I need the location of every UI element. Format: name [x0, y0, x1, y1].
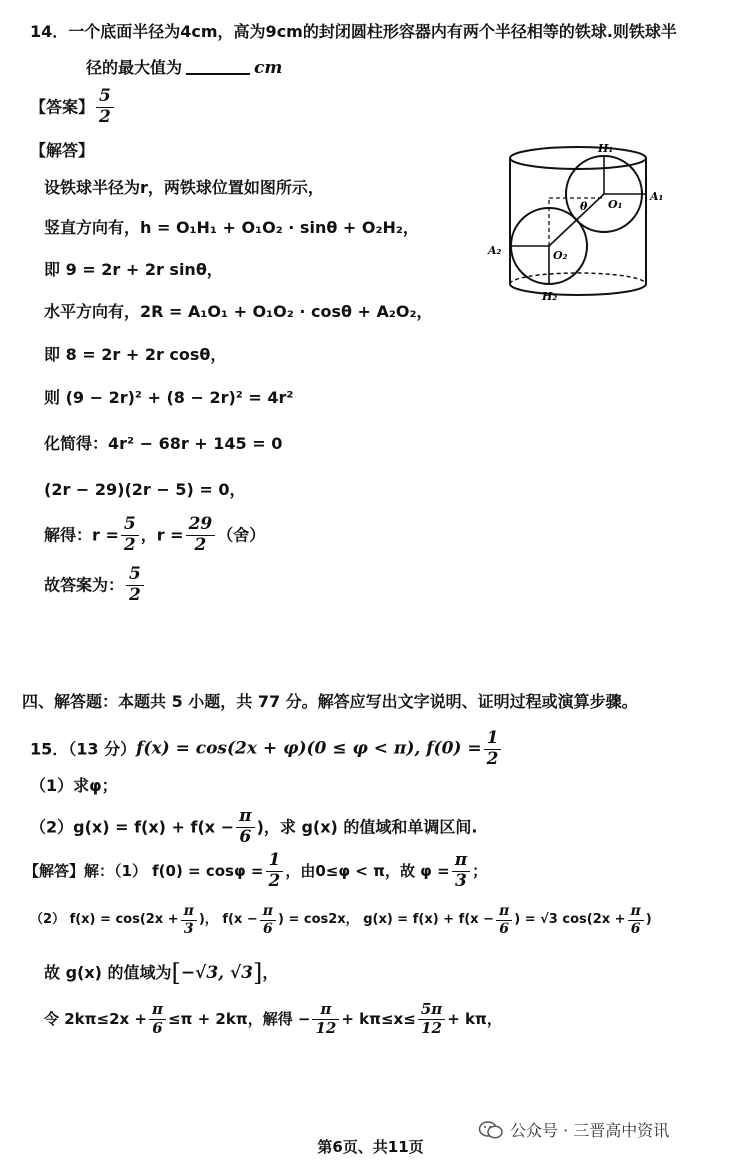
a1-text-c: ； — [472, 861, 488, 880]
answer-num: 5 — [96, 88, 114, 108]
q14-line1: 14．一个底面半径为4cm，高为9cm的封闭圆柱形容器内有两个半径相等的铁球.则铁球半 — [30, 22, 677, 41]
label-a2: A₂ — [488, 244, 502, 257]
solution-step-4: 水平方向有，2R = A₁O₁ + O₁O₂ · cosθ + A₂O₂， — [44, 302, 433, 321]
mono-frac-3-den: 12 — [421, 1018, 442, 1037]
mono-frac-3-num: 5π — [418, 1002, 445, 1020]
q15-head-frac-num: 1 — [484, 730, 502, 750]
mono-frac-2-den: 12 — [315, 1018, 337, 1037]
a1-frac-1-num: 1 — [266, 852, 284, 872]
solution-step-1: 设铁球半径为r，两铁球位置如图所示， — [44, 178, 324, 197]
mono-frac-1-num: π — [149, 1002, 166, 1020]
a2-text-e: ) = √3 cos(2x + — [514, 912, 626, 928]
s9-text-a: 解得：r = — [44, 525, 119, 545]
solution-step-3: 即 9 = 2r + 2r sinθ， — [44, 260, 223, 279]
a2-frac-4 — [628, 904, 644, 936]
q15-answer-2 — [30, 904, 652, 936]
a2-frac-2-num: π — [260, 904, 276, 921]
q15-head — [30, 730, 503, 769]
answer-den: 2 — [99, 106, 111, 127]
mono-frac-2 — [312, 1002, 339, 1037]
s9-frac-2 — [186, 516, 216, 555]
a2-frac-4-num: π — [628, 904, 644, 921]
solution-step-7: 化简得：4r² − 68r + 145 = 0 — [44, 434, 283, 453]
cylinder-bottom-front — [510, 284, 646, 295]
q15-head-frac — [484, 730, 502, 769]
p2-text-a: （2）g(x) = f(x) + f(x − — [30, 817, 235, 837]
q14-unit: cm — [254, 58, 283, 78]
answer-label: 【答案】 — [30, 97, 95, 117]
solution-step-2: 竖直方向有，h = O₁H₁ + O₁O₂ · sinθ + O₂H₂， — [44, 218, 419, 237]
q14-line2 — [86, 58, 282, 79]
range-right-bracket: ] — [253, 959, 263, 987]
mono-text-b: ≤π + 2kπ，解得 − — [167, 1009, 311, 1028]
label-o2: O₂ — [553, 249, 568, 262]
mono-text-c: + kπ≤x≤ — [341, 1009, 416, 1028]
q15-answer-1 — [24, 852, 487, 891]
s9-frac-2-den: 2 — [194, 534, 207, 555]
watermark-text: 公众号 · 三晋高中资讯 — [510, 1121, 670, 1140]
a1-frac-2-num: π — [452, 852, 470, 872]
p2-text-b: )，求 g(x) 的值域和单调区间. — [256, 817, 478, 837]
mono-frac-1 — [149, 1002, 166, 1037]
range-left-bracket: [ — [171, 959, 181, 987]
q14-line2-text: 径的最大值为 — [86, 58, 183, 77]
range-end: ， — [262, 963, 279, 982]
solution-step-8: (2r − 29)(2r − 5) = 0， — [44, 480, 246, 499]
a2-text-b: )， f(x − — [198, 912, 258, 928]
s9-frac-1 — [121, 516, 139, 555]
a2-frac-3-den: 6 — [499, 920, 509, 937]
label-theta: θ — [580, 200, 588, 213]
answer-row — [30, 88, 116, 127]
q15-head-frac-den: 2 — [486, 748, 499, 769]
q15-head-math: f(x) = cos(2x + φ)(0 ≤ φ < π), f(0) = — [136, 738, 482, 759]
s9-text-c: （舍） — [217, 525, 266, 545]
q15-monotonic — [44, 1002, 502, 1037]
a1-frac-1-den: 2 — [268, 870, 281, 891]
a2-frac-1 — [181, 904, 197, 936]
a2-frac-1-den: 3 — [183, 920, 194, 937]
s10-frac — [126, 566, 144, 605]
s10-text: 故答案为： — [44, 575, 125, 595]
s10-frac-num: 5 — [126, 566, 144, 586]
mono-frac-3 — [418, 1002, 445, 1037]
a1-frac-2 — [452, 852, 470, 891]
s9-frac-1-num: 5 — [121, 516, 139, 536]
solution-step-6: 则 (9 − 2r)² + (8 − 2r)² = 4r² — [44, 388, 294, 407]
a1-frac-2-den: 3 — [455, 870, 467, 891]
a2-text-f: ) — [645, 912, 652, 928]
s9-text-b: ，r = — [140, 525, 184, 545]
answer-blank — [186, 73, 250, 75]
s9-frac-2-num: 29 — [186, 516, 216, 536]
label-h2: H₂ — [542, 290, 558, 303]
a1-frac-1 — [266, 852, 284, 891]
q15-part-2 — [30, 808, 478, 847]
a2-frac-4-den: 6 — [630, 920, 641, 937]
s9-frac-1-den: 2 — [123, 534, 136, 555]
section-4-heading: 四、解答题：本题共 5 小题，共 77 分。解答应写出文字说明、证明过程或演算步骤。 — [22, 692, 638, 711]
q15-number: 15．（13 分） — [30, 739, 137, 759]
label-o1: O₁ — [608, 198, 623, 211]
solution-step-9 — [44, 516, 265, 555]
label-h1: H₁ — [598, 142, 614, 155]
range-text: 故 g(x) 的值域为 — [44, 963, 172, 982]
a2-text-c: ) = cos2x， g(x) = f(x) + f(x − — [277, 912, 494, 928]
mono-frac-2-num: π — [312, 1002, 339, 1020]
p2-frac-num: π — [236, 808, 254, 828]
solution-step-5: 即 8 = 2r + 2r cosθ， — [44, 345, 227, 364]
s10-frac-den: 2 — [129, 584, 141, 605]
mono-frac-1-den: 6 — [152, 1018, 163, 1037]
a1-text-a: 【解答】解：（1） f(0) = cosφ = — [24, 861, 264, 880]
a2-frac-3 — [496, 904, 512, 936]
cylinder-figure — [478, 138, 678, 308]
answer-fraction — [96, 88, 114, 127]
mono-text-e: + kπ， — [447, 1009, 502, 1028]
segment-o1-o2 — [549, 194, 604, 246]
range-value: −√3, √3 — [180, 963, 254, 983]
a2-frac-1-num: π — [181, 904, 197, 921]
a2-frac-2-den: 6 — [262, 920, 273, 937]
mono-text-a: 令 2kπ≤2x + — [44, 1009, 147, 1028]
a2-text-a: （2） f(x) = cos(2x + — [30, 912, 179, 928]
page-footer: 第6页、共11页 — [317, 1138, 424, 1156]
p2-frac — [236, 808, 254, 847]
solution-step-10 — [44, 566, 146, 605]
q15-part-1: （1）求φ； — [30, 776, 118, 795]
a2-frac-3-num: π — [496, 904, 512, 921]
a2-frac-2 — [260, 904, 276, 936]
solution-label: 【解答】 — [30, 141, 95, 160]
label-a1: A₁ — [650, 190, 664, 203]
p2-frac-den: 6 — [239, 826, 252, 847]
q15-range — [44, 958, 278, 988]
a1-text-b: ，由0≤φ < π，故 φ = — [285, 861, 450, 880]
